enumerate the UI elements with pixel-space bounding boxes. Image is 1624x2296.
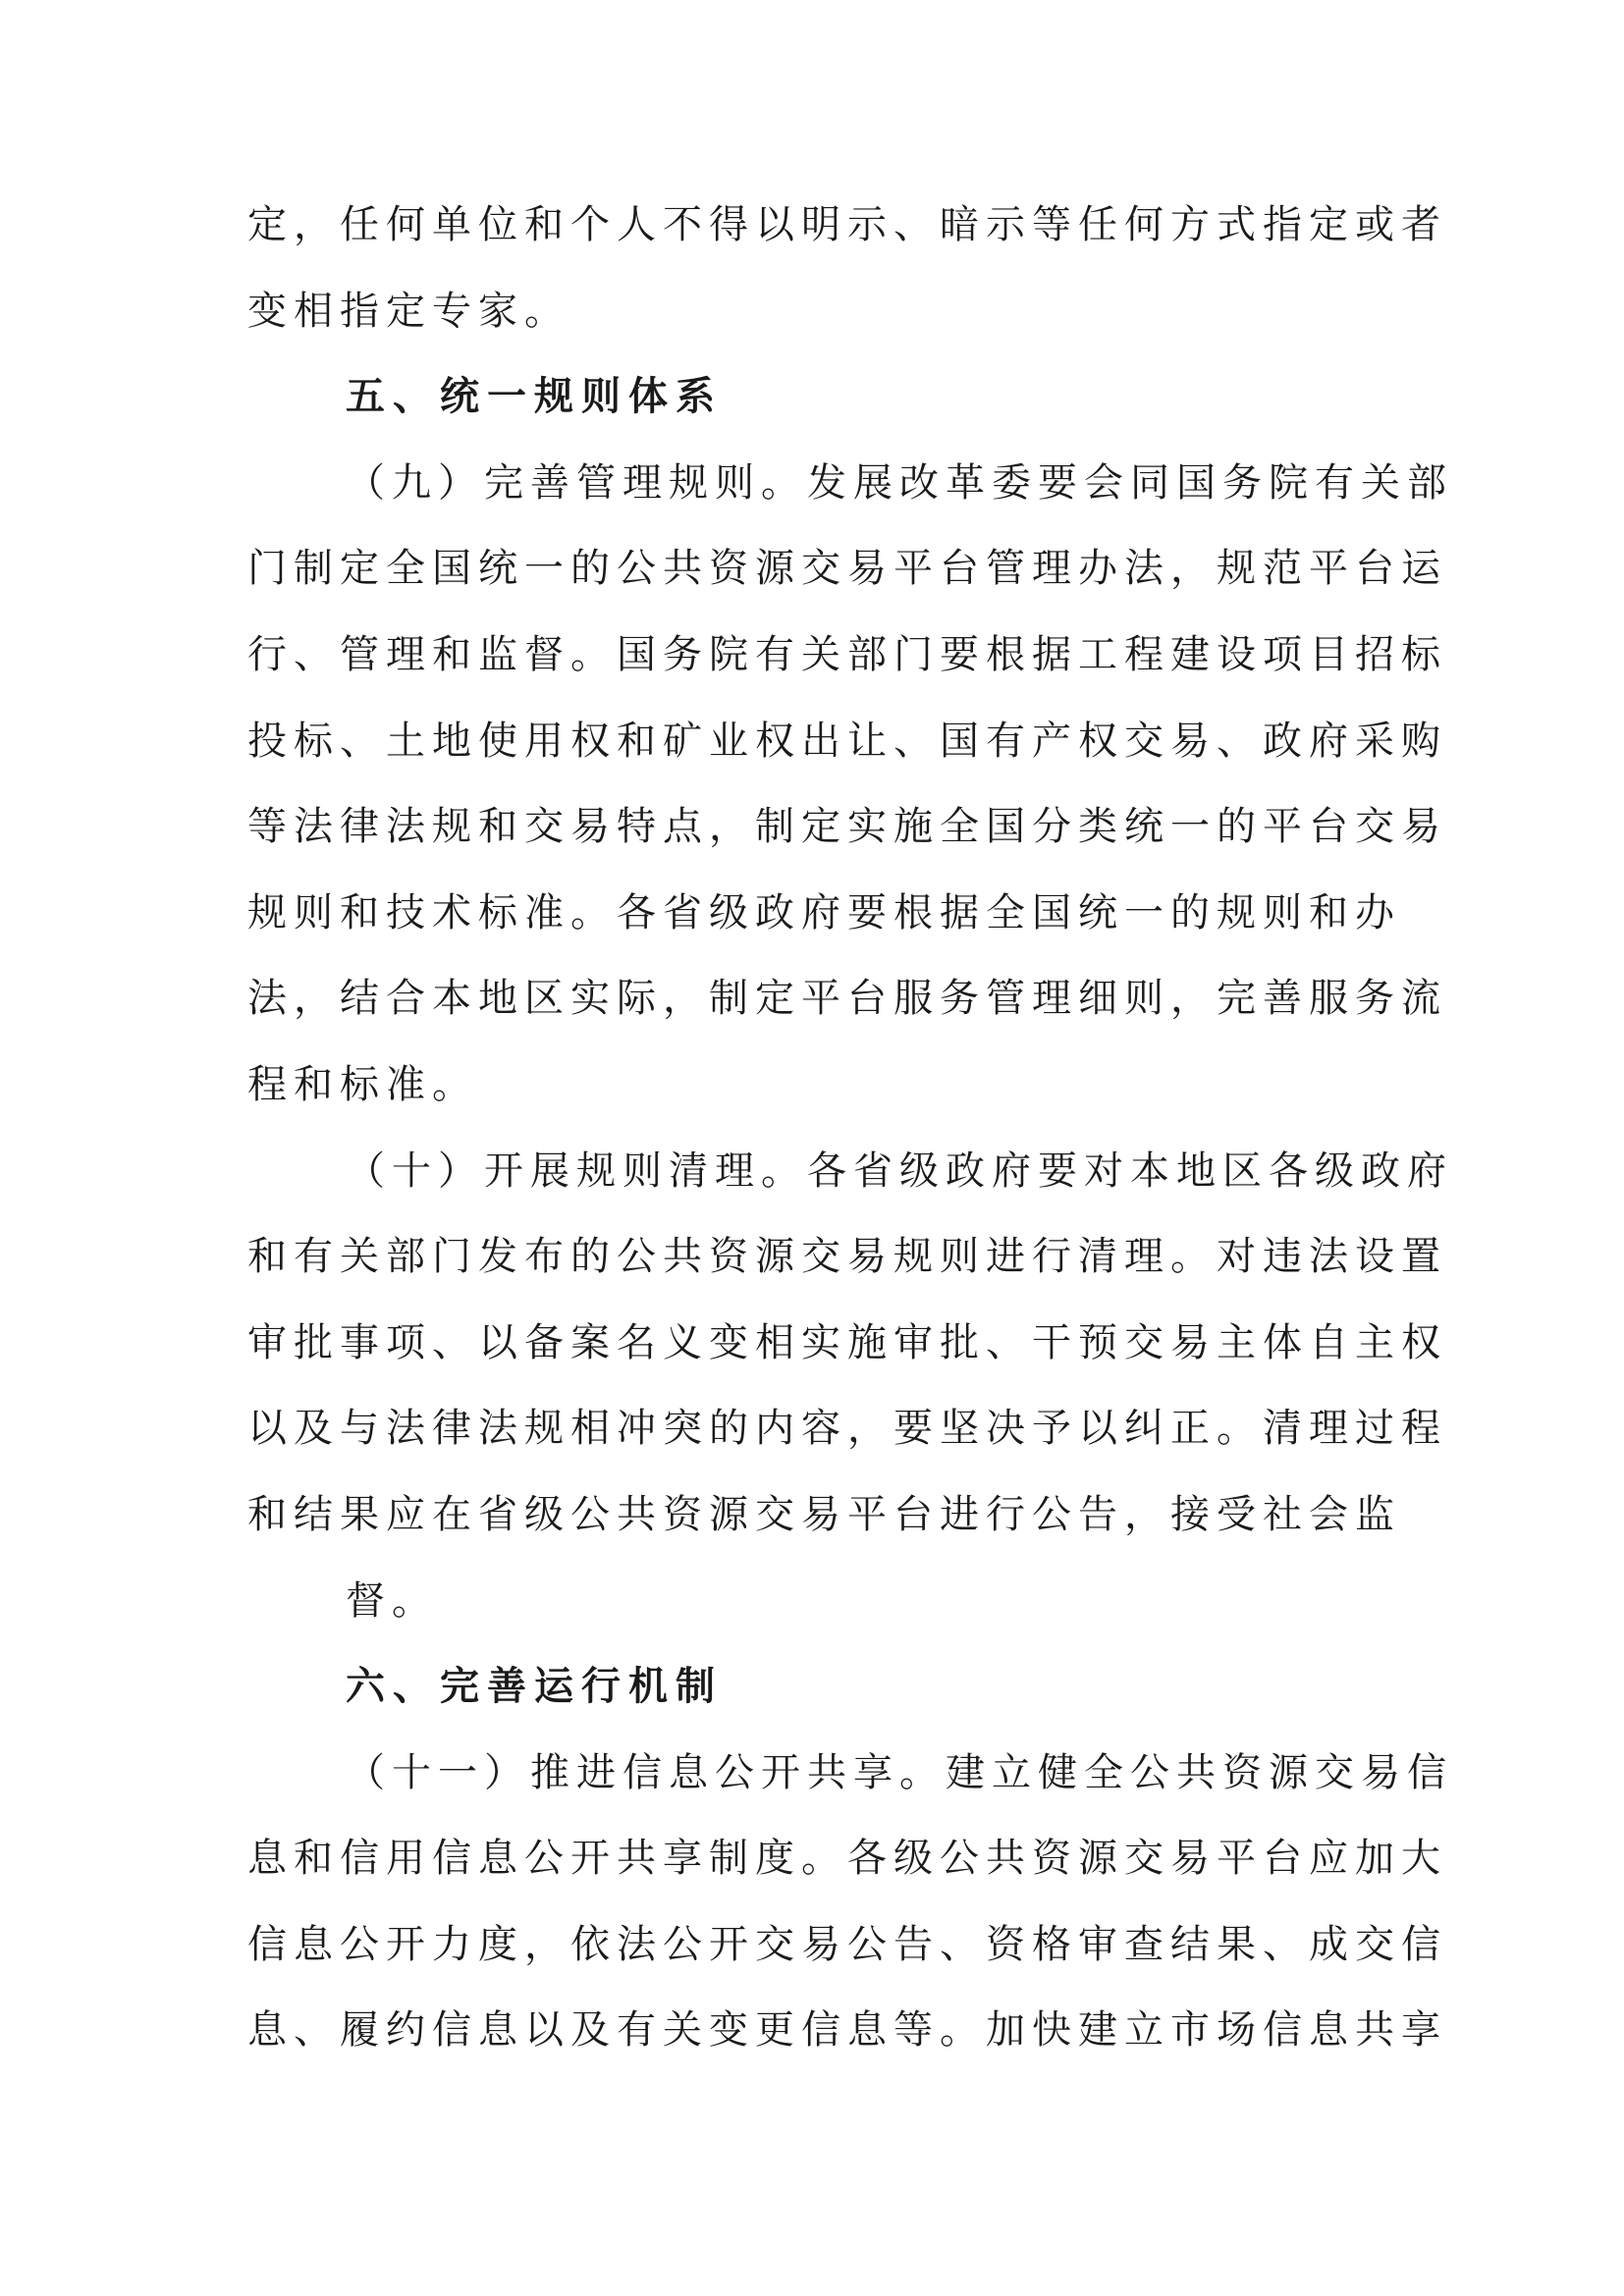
paragraph-line: 息和信用信息公开共享制度。各级公共资源交易平台应加大 [247,1836,1447,1882]
section-heading: 六、完善运行机制 [346,1664,723,1710]
paragraph-line: 投标、土地使用权和矿业权出让、国有产权交易、政府采购 [247,718,1447,764]
paragraph-line: 法，结合本地区实际，制定平台服务管理细则，完善服务流 [247,976,1447,1022]
paragraph-line: 督。 [346,1577,438,1624]
document-body [247,183,1453,2074]
paragraph-line: 和结果应在省级公共资源交易平台进行公告，接受社会监 [247,1491,1401,1537]
section-heading: 五、统一规则体系 [346,374,723,420]
paragraph-line: 以及与法律法规相冲突的内容，要坚决予以纠正。清理过程 [247,1406,1447,1452]
paragraph-line: 等法律法规和交易特点，制定实施全国分类统一的平台交易 [247,804,1447,850]
paragraph-line: 审批事项、以备案名义变相实施审批、干预交易主体自主权 [247,1319,1447,1365]
paragraph-line: 规则和技术标准。各省级政府要根据全国统一的规则和办 [247,889,1401,935]
paragraph-line: （十一）推进信息公开共享。建立健全公共资源交易信 [346,1749,1453,1795]
paragraph-line: 和有关部门发布的公共资源交易规则进行清理。对违法设置 [247,1234,1447,1280]
paragraph-line: 门制定全国统一的公共资源交易平台管理办法，规范平台运 [247,546,1447,592]
paragraph-line: 变相指定专家。 [247,288,570,334]
paragraph-line: 行、管理和监督。国务院有关部门要根据工程建设项目招标 [247,631,1447,677]
paragraph-line: （十）开展规则清理。各省级政府要对本地区各级政府 [346,1148,1453,1194]
paragraph-line: 定，任何单位和个人不得以明示、暗示等任何方式指定或者 [247,202,1447,247]
paragraph-line: （九）完善管理规则。发展改革委要会同国务院有关部 [346,459,1453,506]
paragraph-line: 程和标准。 [247,1061,478,1107]
paragraph-line: 信息公开力度，依法公开交易公告、资格审查结果、成交信 [247,1921,1447,1967]
paragraph-line: 息、履约信息以及有关变更信息等。加快建立市场信息共享 [247,2007,1447,2054]
